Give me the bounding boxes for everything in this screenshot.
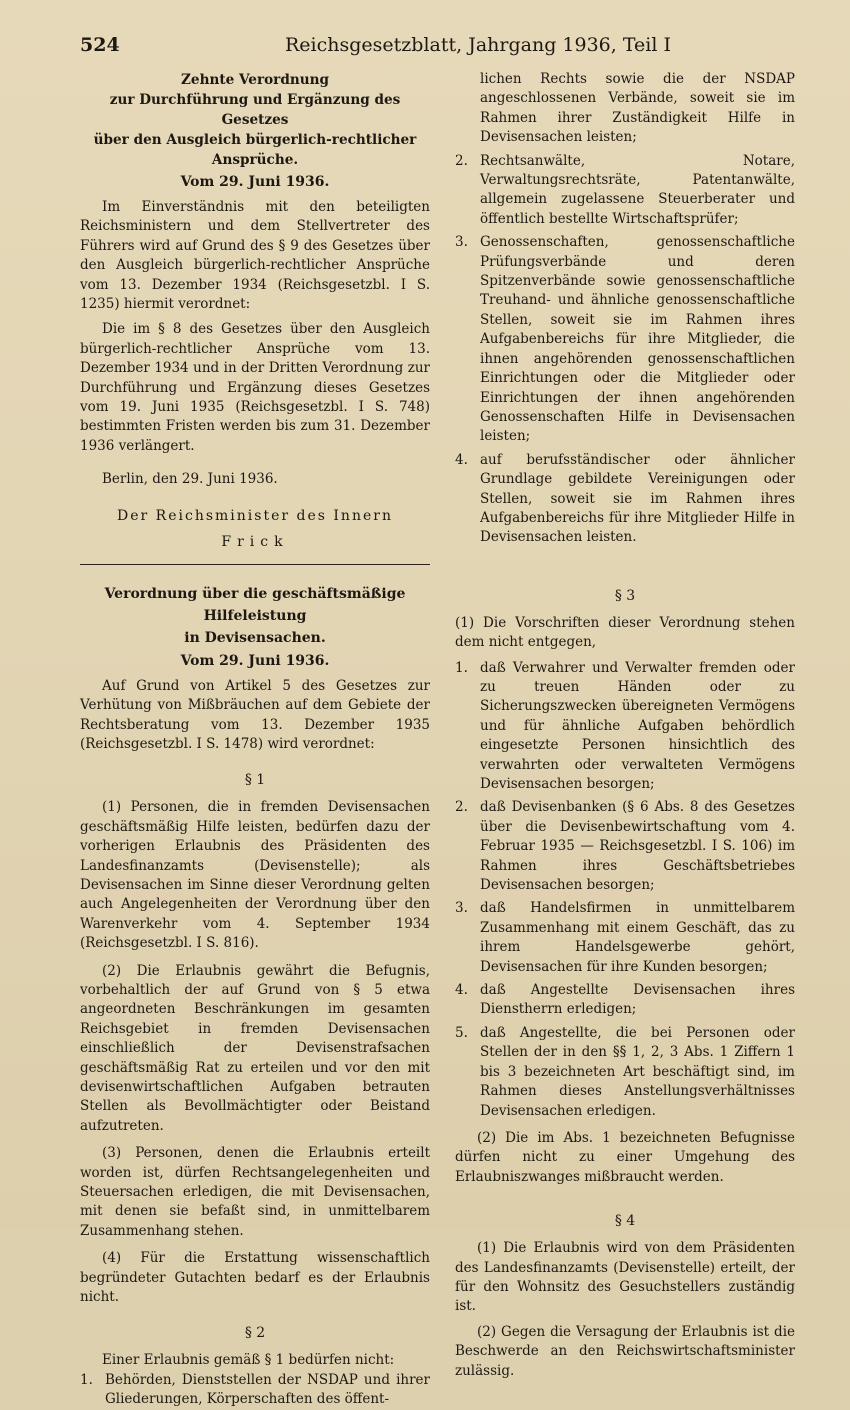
list-number: 3.: [455, 900, 468, 917]
list-number: 5.: [455, 1024, 468, 1041]
list-item: [455, 899, 795, 977]
ordinance1-title-line: Zehnte Verordnung: [181, 72, 329, 88]
s3-intro: (1) Die Vorschriften dieser Verordnung stehen dem nicht entgegen,: [455, 614, 795, 651]
list-text: lichen Rechts sowie die der NSDAP angeschlossenen Verbände, soweit sie im Rahmen ihrer Zuständigkeit Hilfe in Devisensachen leisten;: [480, 71, 795, 146]
section-heading: § 2: [244, 1325, 266, 1342]
list-number: 2.: [455, 152, 468, 169]
list-text: daß Angestellte Devisensachen ihres Dienstherrn erledigen;: [480, 982, 795, 1018]
section-heading: § 4: [614, 1213, 636, 1230]
s1-paragraph: (3) Personen, denen die Erlaubnis erteilt worden ist, dürfen Rechtsangelegenheiten und Steuersachen erledigen, die mit Devisensachen, mit denen sie befaßt sind, in unmittelbarem Zusammenhang stehen.: [80, 1145, 430, 1239]
ordinance1-body: Die im § 8 des Gesetzes über den Ausgleich bürgerlich-rechtlicher Ansprüche vom 13. Dezember 1934 und in der Dritten Verordnung zur Durchführung und Ergänzung dieses Gesetzes vom 19. Juni 1935 (Reichsgesetzbl. I S. 748) bestimmten Fristen werden bis zum 31. Dezember 1936 verlängert.: [80, 321, 430, 454]
list-number: 4.: [455, 982, 468, 999]
list-item: [455, 798, 795, 895]
list-text: Rechtsanwälte, Notare, Verwaltungsrechtsräte, Patentanwälte, allgemein zugelassene Steuerberater und öffentlich bestellte Wirtschaftsprüfer;: [480, 152, 795, 227]
s1-paragraph: (4) Für die Erstattung wissenschaftlich begründeter Gutachten bedarf es der Erlaubnis nicht.: [80, 1250, 430, 1306]
section-heading: § 3: [614, 587, 636, 604]
ordinance2-title-line: Verordnung über die geschäftsmäßige Hilfeleistung: [104, 585, 406, 624]
list-text: Behörden, Dienststellen der NSDAP und ihrer Gliederungen, Körperschaften des öffent-: [105, 1371, 430, 1408]
s4-paragraph: (1) Die Erlaubnis wird von dem Präsidenten des Landesfinanzamts (Devisenstelle) erteilt, der für den Wohnsitz des Gesuchstellers zuständig ist.: [455, 1240, 795, 1315]
s4-paragraph: (2) Gegen die Versagung der Erlaubnis ist die Beschwerde an den Reichswirtschaftsminister zulässig.: [455, 1323, 795, 1379]
list-number: 2.: [455, 799, 468, 816]
list-item: [455, 1024, 795, 1121]
list-item: [80, 1371, 430, 1410]
left-column: [80, 70, 430, 1410]
signatory-title: Der Reichsminister des Innern: [117, 507, 393, 524]
list-item: [455, 981, 795, 1020]
signatory-name: Frick: [221, 533, 289, 550]
s1-paragraph: (1) Personen, die in fremden Devisensachen geschäftsmäßig Hilfe leisten, bedürfen dazu der vorherigen Erlaubnis des Präsidenten des Landesfinanzamts (Devisenstelle); als Devisensachen im Sinne dieser Verordnung gelten auch Angelegenheiten der Verordnung über den Warenverkehr vom 4. September 1934 (Reichsgesetzbl. I S. 816).: [80, 799, 430, 952]
section-divider: [80, 564, 430, 565]
right-column: [455, 70, 795, 1381]
list-text: auf berufsständischer oder ähnlicher Grundlage gebildete Vereinigungen oder Stellen, soweit sie im Rahmen ihres Aufgabenbereichs für ihre Mitglieder Hilfe in Devisensachen leisten.: [480, 451, 795, 546]
ordinance2-date: Vom 29. Juni 1936.: [180, 652, 330, 669]
list-item-continued: [455, 70, 795, 148]
s1-paragraph: (2) Die Erlaubnis gewährt die Befugnis, vorbehaltlich der auf Grund von § 5 etwa angeordneten Beschränkungen im gesamten Reichsgebiet in fremden Devisensachen einschließlich der Devisenstrafsachen geschäftsmäßig Rat zu erteilen und vor den mit devisenwirtschaftlichen Aufgaben betrauten Stellen als Bevollmächtigter oder Beistand aufzutreten.: [80, 962, 430, 1134]
list-item: [455, 451, 795, 548]
list-number: 1.: [455, 659, 468, 676]
list-item: [455, 152, 795, 230]
list-number: 3.: [455, 234, 468, 251]
ordinance1-place-date: Berlin, den 29. Juni 1936.: [102, 471, 278, 488]
ordinance1-date: Vom 29. Juni 1936.: [180, 174, 330, 190]
list-number: 4.: [455, 451, 468, 468]
section-heading: § 1: [244, 772, 266, 789]
list-text: daß Handelsfirmen in unmittelbarem Zusammenhang mit einem Geschäft, das zu ihrem Handelsgewerbe gehört, Devisensachen für ihre Kunden besorgen;: [480, 900, 795, 975]
ordinance1-title-line: zur Durchführung und Ergänzung des Gesetzes: [109, 92, 401, 128]
list-item: [455, 659, 795, 795]
page-number: 524: [80, 34, 120, 56]
ordinance2-title-line: in Devisensachen.: [184, 629, 326, 646]
list-number: 1.: [80, 1371, 93, 1388]
list-item: [455, 233, 795, 446]
list-text: daß Verwahrer und Verwalter fremden oder zu treuen Händen oder zu Sicherungszwecken übereigneten Vermögens und für ähnliche Aufgaben behördlich eingesetzte Personen hinsichtlich des verwahrten oder verwalteten Vermögens Devisensachen besorgen;: [480, 659, 795, 792]
ordinance2-preamble: Auf Grund von Artikel 5 des Gesetzes zur Verhütung von Mißbräuchen auf dem Gebiete der Rechtsberatung vom 13. Dezember 1935 (Reichsgesetzbl. I S. 1478) wird verordnet:: [80, 677, 430, 752]
list-text: daß Angestellte, die bei Personen oder Stellen der in den §§ 1, 2, 3 Abs. 1 Ziffern 1 bis 3 bezeichneten Art beschäftigt sind, im Rahmen dieses Anstellungsverhältnisses Devisensachen erledigen.: [480, 1024, 795, 1119]
running-header: Reichsgesetzblatt, Jahrgang 1936, Teil I: [285, 34, 671, 56]
s3-paragraph: (2) Die im Abs. 1 bezeichneten Befugnisse dürfen nicht zu einer Umgehung des Erlaubniszwanges mißbraucht werden.: [455, 1129, 795, 1185]
ordinance1-preamble: Im Einverständnis mit den beteiligten Reichsministern und dem Stellvertreter des Führers wird auf Grund des § 9 des Gesetzes über den Ausgleich bürgerlich-rechtlicher Ansprüche vom 13. Dezember 1934 (Reichsgesetzbl. I S. 1235) hiermit verordnet:: [80, 199, 430, 313]
list-text: Genossenschaften, genossenschaftliche Prüfungsverbände und deren Spitzenverbände sowie genossenschaftliche Treuhand- und ähnliche genossenschaftliche Stellen, soweit sie im Rahmen ihres Aufgabenbereichs für ihre Mitglieder, die ihnen angehörenden genossenschaftlichen Einrichtungen oder die Mitglieder oder Einrichtungen der ihnen angehörenden Genossenschaften Hilfe in Devisensachen leisten;: [480, 234, 795, 445]
ordinance1-title-line: über den Ausgleich bürgerlich-rechtlicher Ansprüche.: [93, 132, 417, 168]
s2-intro: Einer Erlaubnis gemäß § 1 bedürfen nicht:: [102, 1352, 395, 1369]
list-text: daß Devisenbanken (§ 6 Abs. 8 des Gesetzes über die Devisenbewirtschaftung vom 4. Februar 1935 — Reichsgesetzbl. I S. 106) im Rahmen ihres Geschäftsbetriebes Devisensachen besorgen;: [480, 799, 795, 894]
